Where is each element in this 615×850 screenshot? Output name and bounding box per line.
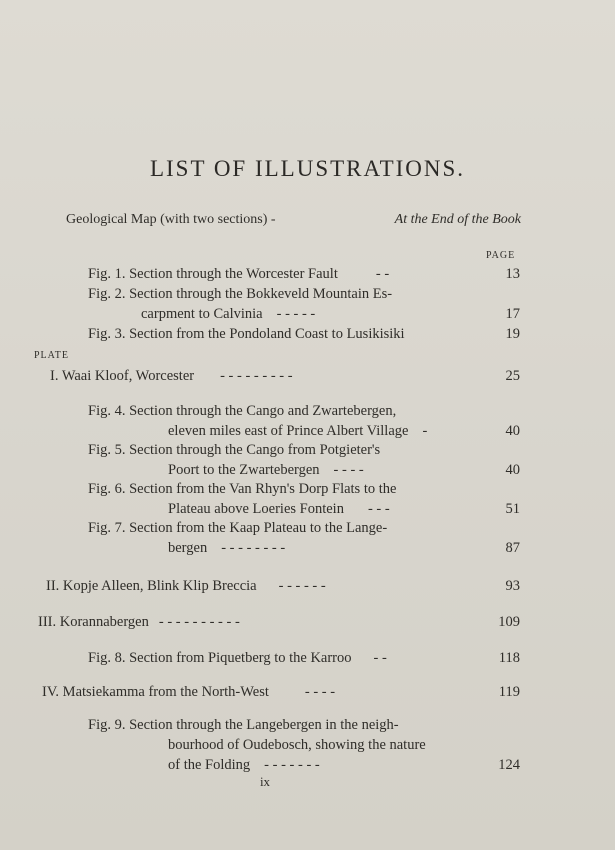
entry-text: bergen [168,540,208,556]
leader-dashes: - - [373,650,387,666]
entry-text: bourhood of Oudebosch, showing the nature [168,737,426,753]
entry-text: IV. Matsiekamma from the North-West [42,684,269,700]
entry-fig-9-cont2 [168,755,320,775]
entry-text: Fig. 6. Section from the Van Rhyn's Dorp Flats to the [88,481,397,497]
entry-plate-2 [46,576,326,596]
entry-fig-4-cont [168,421,427,441]
entry-text: carpment to Calvinia [141,306,263,322]
entry-fig-3 [88,324,405,344]
entry-text: I. Waai Kloof, Worcester [50,368,195,384]
entry-fig-5-cont [168,460,364,480]
entry-text: Fig. 8. Section from Piquetberg to the Karroo [88,650,352,666]
entry-fig-6 [88,479,396,499]
entry-text: Fig. 5. Section through the Cango from Potgieter's [88,442,381,458]
page-folio: ix [259,774,271,789]
page-number: 40 [505,423,520,439]
entry-text: Fig. 9. Section through the Langebergen in the neigh- [88,717,399,733]
entry-plate-3 [38,612,240,632]
leader-dashes: - - - - - - - - [221,540,286,556]
page-number: 51 [505,501,520,517]
plate-column-header: PLATE [34,350,69,361]
entry-fig-5 [88,440,380,460]
leader-dashes: - - - [367,501,390,517]
leader-dashes: - [422,423,428,439]
page-number: 93 [505,578,520,594]
entry-text: Fig. 3. Section from the Pondoland Coast to Lusikisiki [88,326,405,342]
geological-map-entry [66,212,521,228]
page-number: 109 [498,614,520,630]
page-title: LIST OF ILLUSTRATIONS. [149,156,466,181]
page-number: 25 [505,368,520,384]
entry-fig-7-cont [168,538,285,558]
entry-fig-6-cont [168,499,390,519]
leader-dashes: - - - - - - - - - [220,368,293,384]
entry-fig-7 [88,518,387,538]
page-number: 19 [505,326,520,342]
entry-text: Fig. 2. Section through the Bokkeveld Mountain Es- [88,286,393,302]
leader-dashes: - - [375,266,390,282]
page-number: 124 [498,757,520,773]
entry-text: eleven miles east of Prince Albert Village [168,423,409,439]
entry-fig-2 [88,284,392,304]
map-label: Geological Map (with two sections) - [66,212,276,227]
entry-text: Fig. 4. Section through the Cango and Zwartebergen, [88,403,397,419]
entry-text: Fig. 1. Section through the Worcester Fault [88,266,338,282]
entry-fig-4 [88,401,396,421]
entry-text: Fig. 7. Section from the Kaap Plateau to the Lange- [88,520,388,536]
entry-plate-4 [42,682,335,702]
leader-dashes: - - - - [333,462,364,478]
entry-fig-9-cont [168,735,426,755]
entry-text: III. Korannabergen [38,614,149,630]
entry-fig-1 [88,264,389,284]
leader-dashes: - - - - [304,684,336,700]
leader-dashes: - - - - - [276,306,316,322]
leader-dashes: - - - - - - - [264,757,320,773]
entry-fig-8 [88,648,387,668]
page-number: 119 [498,684,520,700]
leader-dashes: - - - - - - [278,578,326,594]
page-number: 13 [505,266,520,282]
entry-text: Poort to the Zwartebergen [168,462,320,478]
entry-fig-2-cont [141,304,315,324]
page-column-header: PAGE [486,250,516,261]
entry-text: II. Kopje Alleen, Blink Klip Breccia [46,578,257,594]
entry-plate-1 [50,366,293,386]
entry-text: of the Folding [168,757,251,773]
entry-fig-9 [88,715,399,735]
page-number: 118 [498,650,520,666]
page-number: 87 [505,540,520,556]
map-location: At the End of the Book [394,212,521,227]
leader-dashes: - - - - - - - - - - [158,614,240,630]
entry-text: Plateau above Loeries Fontein [168,501,344,517]
page-number: 40 [505,462,520,478]
page-number: 17 [505,306,520,322]
